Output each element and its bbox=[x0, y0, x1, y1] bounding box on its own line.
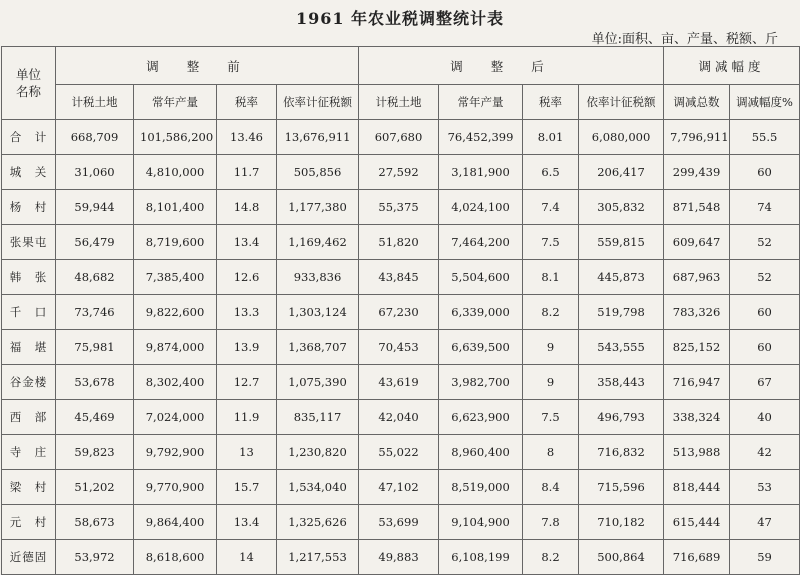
before-output: 9,792,900 bbox=[134, 435, 217, 470]
after-output: 9,104,900 bbox=[439, 505, 523, 540]
before-rate: 13.46 bbox=[217, 120, 277, 155]
row-name: 西 部 bbox=[2, 400, 56, 435]
reduction-pct: 67 bbox=[730, 365, 800, 400]
after-land: 53,699 bbox=[359, 505, 439, 540]
row-name: 谷金楼 bbox=[2, 365, 56, 400]
col-before-tax: 依率计征税额 bbox=[277, 85, 359, 120]
reduction-total: 7,796,911 bbox=[664, 120, 730, 155]
before-tax: 13,676,911 bbox=[277, 120, 359, 155]
before-rate: 14.8 bbox=[217, 190, 277, 225]
row-header-line2: 名称 bbox=[15, 84, 41, 99]
before-tax: 1,368,707 bbox=[277, 330, 359, 365]
after-rate: 6.5 bbox=[523, 155, 579, 190]
after-rate: 8.2 bbox=[523, 295, 579, 330]
after-output: 3,181,900 bbox=[439, 155, 523, 190]
col-reduction-total: 调减总数 bbox=[664, 85, 730, 120]
row-header bbox=[2, 47, 56, 120]
col-before-land: 计税土地 bbox=[56, 85, 134, 120]
reduction-total: 783,326 bbox=[664, 295, 730, 330]
before-tax: 933,836 bbox=[277, 260, 359, 295]
reduction-pct: 60 bbox=[730, 155, 800, 190]
row-name: 城 关 bbox=[2, 155, 56, 190]
table-row bbox=[2, 400, 800, 435]
tax-adjustment-table bbox=[1, 46, 800, 575]
after-tax: 519,798 bbox=[579, 295, 664, 330]
header-row-columns bbox=[2, 85, 800, 120]
before-land: 75,981 bbox=[56, 330, 134, 365]
row-name: 千 口 bbox=[2, 295, 56, 330]
before-land: 59,823 bbox=[56, 435, 134, 470]
before-rate: 13 bbox=[217, 435, 277, 470]
table-row bbox=[2, 120, 800, 155]
row-header-line1: 单位 bbox=[15, 67, 41, 82]
before-output: 9,874,000 bbox=[134, 330, 217, 365]
after-output: 6,623,900 bbox=[439, 400, 523, 435]
after-tax: 358,443 bbox=[579, 365, 664, 400]
after-land: 51,820 bbox=[359, 225, 439, 260]
col-after-rate: 税率 bbox=[523, 85, 579, 120]
reduction-pct: 52 bbox=[730, 260, 800, 295]
before-land: 53,678 bbox=[56, 365, 134, 400]
reduction-pct: 60 bbox=[730, 330, 800, 365]
after-rate: 9 bbox=[523, 330, 579, 365]
before-rate: 14 bbox=[217, 540, 277, 575]
reduction-total: 513,988 bbox=[664, 435, 730, 470]
row-name: 近德固 bbox=[2, 540, 56, 575]
after-tax: 305,832 bbox=[579, 190, 664, 225]
table-row bbox=[2, 190, 800, 225]
group-before-header: 调整前 bbox=[56, 47, 359, 85]
row-name: 寺 庄 bbox=[2, 435, 56, 470]
row-name: 张果屯 bbox=[2, 225, 56, 260]
reduction-pct: 47 bbox=[730, 505, 800, 540]
after-tax: 715,596 bbox=[579, 470, 664, 505]
after-land: 55,375 bbox=[359, 190, 439, 225]
after-output: 8,960,400 bbox=[439, 435, 523, 470]
before-land: 51,202 bbox=[56, 470, 134, 505]
after-rate: 7.4 bbox=[523, 190, 579, 225]
after-output: 5,504,600 bbox=[439, 260, 523, 295]
after-output: 6,108,199 bbox=[439, 540, 523, 575]
after-land: 607,680 bbox=[359, 120, 439, 155]
before-tax: 505,856 bbox=[277, 155, 359, 190]
after-output: 3,982,700 bbox=[439, 365, 523, 400]
row-name: 杨 村 bbox=[2, 190, 56, 225]
table-row bbox=[2, 435, 800, 470]
after-tax: 559,815 bbox=[579, 225, 664, 260]
after-output: 6,639,500 bbox=[439, 330, 523, 365]
after-rate: 8 bbox=[523, 435, 579, 470]
table-row bbox=[2, 260, 800, 295]
before-rate: 15.7 bbox=[217, 470, 277, 505]
before-rate: 12.7 bbox=[217, 365, 277, 400]
after-tax: 716,832 bbox=[579, 435, 664, 470]
reduction-total: 615,444 bbox=[664, 505, 730, 540]
before-output: 8,101,400 bbox=[134, 190, 217, 225]
after-land: 47,102 bbox=[359, 470, 439, 505]
col-after-land: 计税土地 bbox=[359, 85, 439, 120]
after-tax: 206,417 bbox=[579, 155, 664, 190]
reduction-pct: 60 bbox=[730, 295, 800, 330]
row-name: 韩 张 bbox=[2, 260, 56, 295]
after-land: 49,883 bbox=[359, 540, 439, 575]
before-rate: 11.7 bbox=[217, 155, 277, 190]
reduction-pct: 53 bbox=[730, 470, 800, 505]
before-output: 7,385,400 bbox=[134, 260, 217, 295]
before-output: 4,810,000 bbox=[134, 155, 217, 190]
after-rate: 7.5 bbox=[523, 400, 579, 435]
reduction-total: 716,689 bbox=[664, 540, 730, 575]
document-title: 1961 年农业税调整统计表 bbox=[295, 9, 505, 28]
reduction-pct: 42 bbox=[730, 435, 800, 470]
after-tax: 710,182 bbox=[579, 505, 664, 540]
reduction-pct: 40 bbox=[730, 400, 800, 435]
after-output: 7,464,200 bbox=[439, 225, 523, 260]
header-row-groups bbox=[2, 47, 800, 85]
before-tax: 1,303,124 bbox=[277, 295, 359, 330]
before-output: 9,770,900 bbox=[134, 470, 217, 505]
before-rate: 13.9 bbox=[217, 330, 277, 365]
before-output: 7,024,000 bbox=[134, 400, 217, 435]
before-output: 9,822,600 bbox=[134, 295, 217, 330]
before-tax: 1,230,820 bbox=[277, 435, 359, 470]
after-rate: 8.2 bbox=[523, 540, 579, 575]
row-name: 合 计 bbox=[2, 120, 56, 155]
col-after-tax: 依率计征税额 bbox=[579, 85, 664, 120]
group-after-header: 调整后 bbox=[359, 47, 664, 85]
reduction-total: 609,647 bbox=[664, 225, 730, 260]
reduction-pct: 74 bbox=[730, 190, 800, 225]
before-land: 48,682 bbox=[56, 260, 134, 295]
before-tax: 1,325,626 bbox=[277, 505, 359, 540]
after-land: 42,040 bbox=[359, 400, 439, 435]
after-land: 55,022 bbox=[359, 435, 439, 470]
after-rate: 7.5 bbox=[523, 225, 579, 260]
table-row bbox=[2, 225, 800, 260]
reduction-total: 818,444 bbox=[664, 470, 730, 505]
before-land: 668,709 bbox=[56, 120, 134, 155]
before-output: 8,302,400 bbox=[134, 365, 217, 400]
after-land: 43,619 bbox=[359, 365, 439, 400]
before-tax: 1,169,462 bbox=[277, 225, 359, 260]
after-land: 43,845 bbox=[359, 260, 439, 295]
before-output: 9,864,400 bbox=[134, 505, 217, 540]
after-tax: 445,873 bbox=[579, 260, 664, 295]
after-output: 6,339,000 bbox=[439, 295, 523, 330]
reduction-total: 687,963 bbox=[664, 260, 730, 295]
before-rate: 13.3 bbox=[217, 295, 277, 330]
before-tax: 1,217,553 bbox=[277, 540, 359, 575]
row-name: 元 村 bbox=[2, 505, 56, 540]
reduction-pct: 52 bbox=[730, 225, 800, 260]
table-row bbox=[2, 505, 800, 540]
before-tax: 1,534,040 bbox=[277, 470, 359, 505]
reduction-total: 716,947 bbox=[664, 365, 730, 400]
before-land: 31,060 bbox=[56, 155, 134, 190]
before-output: 8,719,600 bbox=[134, 225, 217, 260]
after-land: 67,230 bbox=[359, 295, 439, 330]
before-land: 58,673 bbox=[56, 505, 134, 540]
group-reduction-header: 调减幅度 bbox=[664, 47, 800, 85]
after-land: 27,592 bbox=[359, 155, 439, 190]
after-rate: 8.1 bbox=[523, 260, 579, 295]
after-rate: 9 bbox=[523, 365, 579, 400]
after-tax: 543,555 bbox=[579, 330, 664, 365]
before-land: 56,479 bbox=[56, 225, 134, 260]
table-row bbox=[2, 295, 800, 330]
after-tax: 500,864 bbox=[579, 540, 664, 575]
col-before-rate: 税率 bbox=[217, 85, 277, 120]
reduction-pct: 55.5 bbox=[730, 120, 800, 155]
before-tax: 835,117 bbox=[277, 400, 359, 435]
after-output: 76,452,399 bbox=[439, 120, 523, 155]
before-output: 101,586,200 bbox=[134, 120, 217, 155]
before-tax: 1,177,380 bbox=[277, 190, 359, 225]
before-tax: 1,075,390 bbox=[277, 365, 359, 400]
before-land: 53,972 bbox=[56, 540, 134, 575]
before-rate: 13.4 bbox=[217, 225, 277, 260]
after-rate: 8.4 bbox=[523, 470, 579, 505]
row-name: 福 堪 bbox=[2, 330, 56, 365]
reduction-pct: 59 bbox=[730, 540, 800, 575]
after-rate: 8.01 bbox=[523, 120, 579, 155]
table-row bbox=[2, 365, 800, 400]
after-output: 4,024,100 bbox=[439, 190, 523, 225]
before-land: 73,746 bbox=[56, 295, 134, 330]
table-row bbox=[2, 470, 800, 505]
reduction-total: 338,324 bbox=[664, 400, 730, 435]
after-land: 70,453 bbox=[359, 330, 439, 365]
col-after-output: 常年产量 bbox=[439, 85, 523, 120]
reduction-total: 871,548 bbox=[664, 190, 730, 225]
reduction-total: 299,439 bbox=[664, 155, 730, 190]
table-row bbox=[2, 540, 800, 575]
col-before-output: 常年产量 bbox=[134, 85, 217, 120]
reduction-total: 825,152 bbox=[664, 330, 730, 365]
before-rate: 13.4 bbox=[217, 505, 277, 540]
after-tax: 6,080,000 bbox=[579, 120, 664, 155]
before-output: 8,618,600 bbox=[134, 540, 217, 575]
before-rate: 12.6 bbox=[217, 260, 277, 295]
after-output: 8,519,000 bbox=[439, 470, 523, 505]
after-rate: 7.8 bbox=[523, 505, 579, 540]
after-tax: 496,793 bbox=[579, 400, 664, 435]
table-row bbox=[2, 330, 800, 365]
row-name: 梁 村 bbox=[2, 470, 56, 505]
before-rate: 11.9 bbox=[217, 400, 277, 435]
before-land: 59,944 bbox=[56, 190, 134, 225]
col-reduction-pct: 调减幅度% bbox=[730, 85, 800, 120]
before-land: 45,469 bbox=[56, 400, 134, 435]
table-row bbox=[2, 155, 800, 190]
unit-note: 单位:面积、亩、产量、税额、斤 bbox=[591, 32, 778, 47]
